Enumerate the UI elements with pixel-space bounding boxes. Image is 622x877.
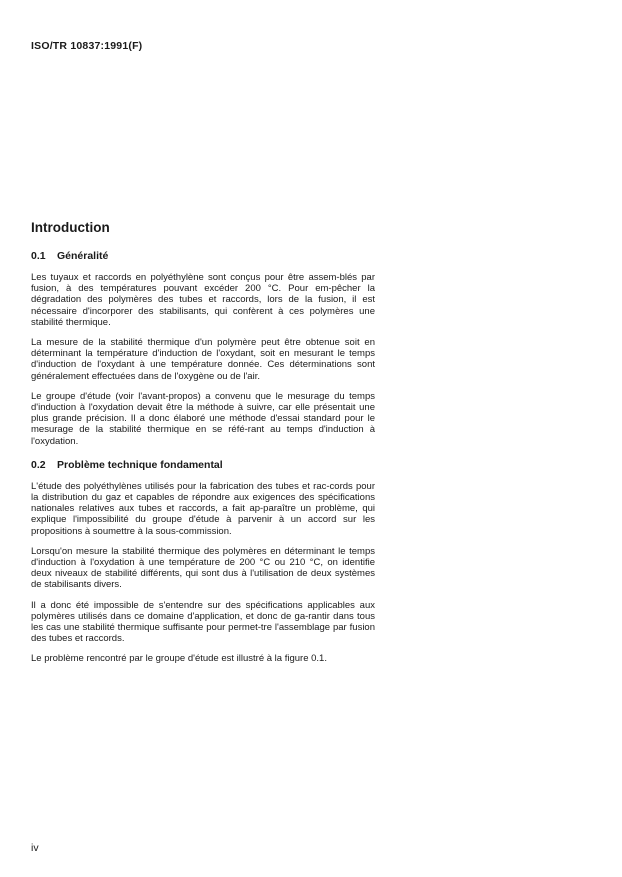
document-reference: ISO/TR 10837:1991(F): [31, 40, 143, 52]
section-title: Problème technique fondamental: [57, 458, 223, 471]
paragraph: Lorsqu'on mesure la stabilité thermique des polymères en déterminant le temps d'induction à l'oxydation à une température de 200 °C ou 210 °C, on identifie deux niveaux de stabilité différents, qui sont dus à l'utilisation de deux systèmes de stabilisants divers.: [31, 545, 375, 591]
paragraph: L'étude des polyéthylènes utilisés pour la fabrication des tubes et rac-cords pour la distribution du gaz et capables de répondre aux exigences des spécifications nationales relatives aux tubes et raccords, a fait ap-paraître un problème, qui explique l'impossibilité du groupe d'étude à parvenir à un accord sur les propositions à soumettre à la sous-commission.: [31, 480, 375, 537]
paragraph: Il a donc été impossible de s'entendre sur des spécifications applicables aux polymères utilisés dans ce domaine d'application, et donc de ga-rantir dans tous les cas une stabilité thermique suffisante pour permet-tre l'assemblage par fusion des tubes et raccords.: [31, 599, 375, 645]
introduction-heading: Introduction: [31, 220, 110, 235]
section-title: Généralité: [57, 250, 109, 262]
paragraph: Le problème rencontré par le groupe d'étude est illustré à la figure 0.1.: [31, 653, 327, 665]
section-number: 0.1: [31, 250, 46, 262]
section-heading-generalite: [31, 250, 375, 263]
paragraph: Les tuyaux et raccords en polyéthylène sont conçus pour être assem-blés par fusion, à des températures pouvant excéder 200 °C. Pour em-pêcher la dégradation des polymères des tubes et raccords, lors de la fusion, il est nécessaire d'incorporer des stabilisants, qui confèrent à ces polymères une stabilité thermique.: [31, 272, 375, 328]
paragraph: Le groupe d'étude (voir l'avant-propos) a convenu que le mesurage du temps d'induction à l'oxydation devait être la méthode à suivre, car elle présentait une plus grande précision. Il a donc élaboré une méthode d'essai standard pour le mesurage de la stabilité thermique en se réfé-rant au temps d'induction à l'oxydation.: [31, 390, 375, 447]
section-heading-probleme-technique: [31, 459, 375, 472]
page-number: iv: [31, 842, 39, 854]
section-number: 0.2: [31, 458, 46, 471]
body-text: [31, 250, 375, 674]
paragraph: La mesure de la stabilité thermique d'un polymère peut être obtenue soit en déterminant la température d'induction de l'oxydant, soit en mesurant le temps d'induction de l'oxydant à une température donnée. Ces déterminations sont généralement effectuées dans de l'oxygène ou de l'air.: [31, 337, 375, 382]
